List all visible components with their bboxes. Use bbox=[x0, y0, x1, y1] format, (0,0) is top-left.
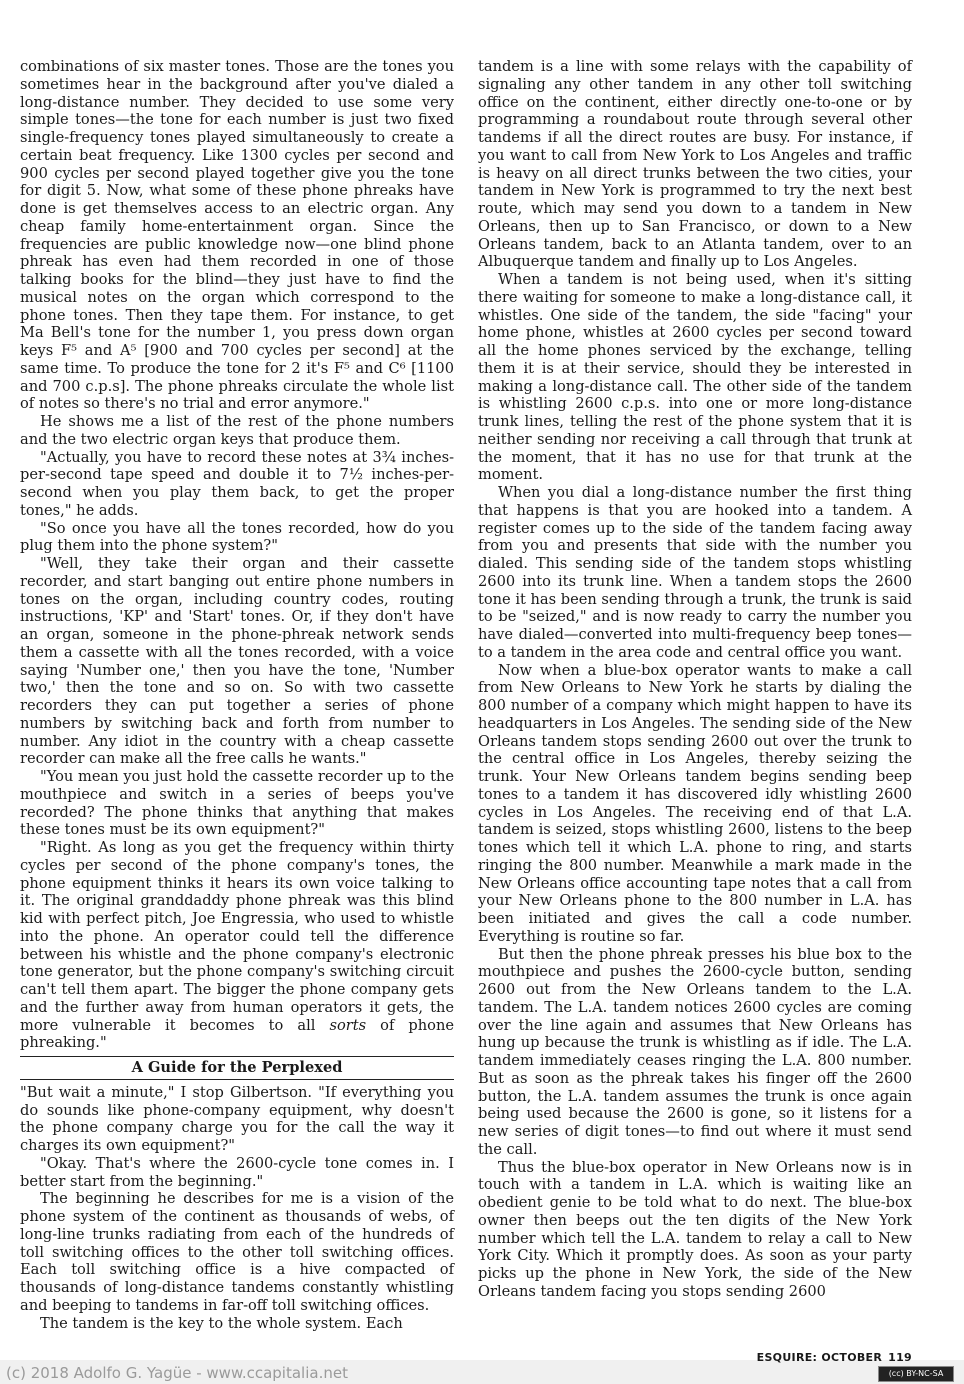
paragraph: "Well, they take their organ and their cassette recorder, and start banging out entire phone numbers in tones on the organ, including country codes, routing instructions, 'KP' and 'Start' tones. Or, if they don't have an organ, someone in the phone-phreak network sends them a cassette with all the tones recorded, with a voice saying 'Number one,' then you have the tone, 'Number two,' then the tone and so on. So with two cassette recorders they can put together a series of phone numbers by switching back and forth from number to number. Any idiot in the country with a cheap cassette recorder can make all the free calls he wants." bbox=[20, 555, 454, 768]
paragraph: He shows me a list of the rest of the phone numbers and the two electric organ keys that produce them. bbox=[20, 413, 454, 448]
paragraph: The tandem is the key to the whole system. Each bbox=[40, 1314, 403, 1332]
paragraph: "You mean you just hold the cassette recorder up to the mouthpiece and switch in a series of beeps you've recorded? The phone thinks that anything that makes these tones must be its own equipment?" bbox=[20, 768, 454, 839]
page-number: 119 bbox=[888, 1351, 912, 1364]
paragraph-text: "Right. As long as you get the frequency within thirty cycles per second of the phone company's tones, the phone equipment thinks it hears its own voice talking to it. The original granddaddy phone phreak was this blind kid with perfect pitch, Joe Engressia, who used to whistle into the phone. An operator could tell the difference between his whistle and the phone company's electronic tone generator, but the phone company's switching circuit can't tell them apart. The bigger the phone company gets and the further away from human operators it gets, the more vulnerable it becomes to all bbox=[20, 839, 454, 1034]
license-badge: (cc) BY-NC-SA bbox=[878, 1366, 954, 1382]
paragraph: But then the phone phreak presses his blue box to the mouthpiece and pushes the 2600-cycle button, sending 2600 out from the New Orleans tandem to the L.A. tandem. The L.A. tandem notices 2600 cycles are coming over the line again and assumes that New Orleans has hung up because the trunk is whistling as if idle. The L.A. tandem immediately ceases ringing the L.A. 800 number. But as soon as the phreak takes his finger off the 2600 button, the L.A. tandem assumes the trunk is once again being used because the 2600 is gone, so it listens for a new series of digit tones—to find out where it must send the call. bbox=[478, 945, 912, 1158]
paragraph: tandem is a line with some relays with the capability of signaling any other tandem in any other toll switching office on the continent, either directly one-to-one or by programming a roundabout route through several other tandems if all the direct routes are busy. For instance, if you want to call from New York to Los Angeles and traffic is heavy on all direct trunks between the two cities, your tandem in New York is programmed to try the next best route, which may send you down to a tandem in New Orleans, then up to San Francisco, or down to a New Orleans tandem, back to an Atlanta tandem, over to an Albuquerque tandem and finally up to Los Angeles. bbox=[478, 58, 912, 271]
italic-word: sorts bbox=[329, 1016, 367, 1034]
paragraph-text: of phone phreaking." bbox=[20, 1016, 454, 1052]
paragraph: Thus the blue-box operator in New Orleans now is in touch with a tandem in L.A. which is waiting like an obedient genie to be told what to do next. The blue-box owner then beeps out the ten digits of the New York number which tell the L.A. tandem to relay a call to New York City. Which it promptly does. As soon as your party picks up the phone in New York, the side of the New Orleans tandem facing you stops sending 2600 bbox=[478, 1158, 912, 1300]
paragraph: combinations of six master tones. Those are the tones you sometimes hear in the background after you've dialed a long-distance number. They decided to use some very simple tones—the tone for each number is just two fixed single-frequency tones played simultaneously to create a certain beat frequency. Like 1300 cycles per second and 900 cycles per second played together give you the tone for digit 5. Now, what some of these phone phreaks have done is get themselves access to an electric organ. Any cheap family home-entertainment organ. Since the frequencies are public knowledge now—one blind phone phreak has even had them recorded in one of those talking books for the blind—they just have to find the musical notes on the organ which correspond to the phone tones. Then they tape them. For instance, to get Ma Bell's tone for the number 1, you press down organ keys F⁵ and A⁵ [900 and 700 cycles per second] at the same time. To produce the tone for 2 it's F⁵ and C⁶ [1100 and 700 c.p.s]. The phone phreaks circulate the whole list of notes so there's no trial and error anymore." bbox=[20, 58, 454, 413]
paragraph: Now when a blue-box operator wants to make a call from New Orleans to New York he starts by dialing the 800 number of a company which might happen to have its headquarters in Los Angeles. The sending side of the New Orleans tandem stops sending 2600 out over the trunk to the central office in Los Angeles, thereby seizing the trunk. Your New Orleans tandem begins sending beep tones to a tandem it has discovered idly whistling 2600 cycles in Los Angeles. The receiving end of that L.A. tandem is seized, stops whistling 2600, listens to the beep tones which tell it which L.A. phone to ring, and starts ringing the 800 number. Meanwhile a mark made in the New Orleans office accounting tape notes that a call from your New Orleans phone to the 800 number in L.A. has been initiated and gives the call a code number. Everything is routine so far. bbox=[478, 661, 912, 945]
right-column bbox=[478, 58, 912, 1301]
paragraph: The beginning he describes for me is a vision of the phone system of the continent as thousands of webs, of long-line trunks radiating from each of the hundreds of toll switching offices to the other toll switching offices. Each toll switching office is a hive compacted of thousands of long-distance tandems constantly whistling and beeping to tandems in far-off toll switching offices. bbox=[20, 1190, 454, 1314]
paragraph: "Actually, you have to record these notes at 3¾ inches-per-second tape speed and double it to 7½ inches-per-second when you play them back, to get the proper tones," he adds. bbox=[20, 448, 454, 519]
magazine-name: ESQUIRE: OCTOBER bbox=[756, 1351, 883, 1364]
paragraph bbox=[20, 839, 454, 1052]
watermark-text: (c) 2018 Adolfo G. Yagüe - www.ccapitalia.net bbox=[6, 1364, 348, 1382]
paragraph: "So once you have all the tones recorded, how do you plug them into the phone system?" bbox=[20, 519, 454, 555]
paragraph: "But wait a minute," I stop Gilbertson. "If everything you do sounds like phone-company equipment, why doesn't the phone company charge you for the call the way it charges its own equipment?" bbox=[20, 1083, 454, 1154]
section-heading: A Guide for the Perplexed bbox=[20, 1056, 454, 1080]
paragraph: When a tandem is not being used, when it's sitting there waiting for someone to make a long-distance call, it whistles. One side of the tandem, the side "facing" your home phone, whistles at 2600 cycles per second toward all the home phones serviced by the exchange, telling them it is at their service, should they be interested in making a long-distance call. The other side of the tandem is whistling 2600 c.p.s. into one or more long-distance trunk lines, telling the rest of the phone system that it is neither sending nor receiving a call through that trunk at the moment, that it has no use for that trunk at the moment. bbox=[478, 271, 912, 484]
left-column bbox=[20, 58, 454, 1332]
paragraph: When you dial a long-distance number the first thing that happens is that you are hooked into a tandem. A register comes up to the side of the tandem facing away from you and presents that side with the number you dialed. This sending side of the tandem stops whistling 2600 into its trunk line. When a tandem stops the 2600 tone it has been sending through a trunk, the trunk is said to be "seized," and is now ready to carry the number you have dialed—converted into multi-frequency beep tones—to a tandem in the area code and central office you want. bbox=[478, 484, 912, 661]
paragraph: "Okay. That's where the 2600-cycle tone comes in. I better start from the beginning." bbox=[20, 1154, 454, 1190]
